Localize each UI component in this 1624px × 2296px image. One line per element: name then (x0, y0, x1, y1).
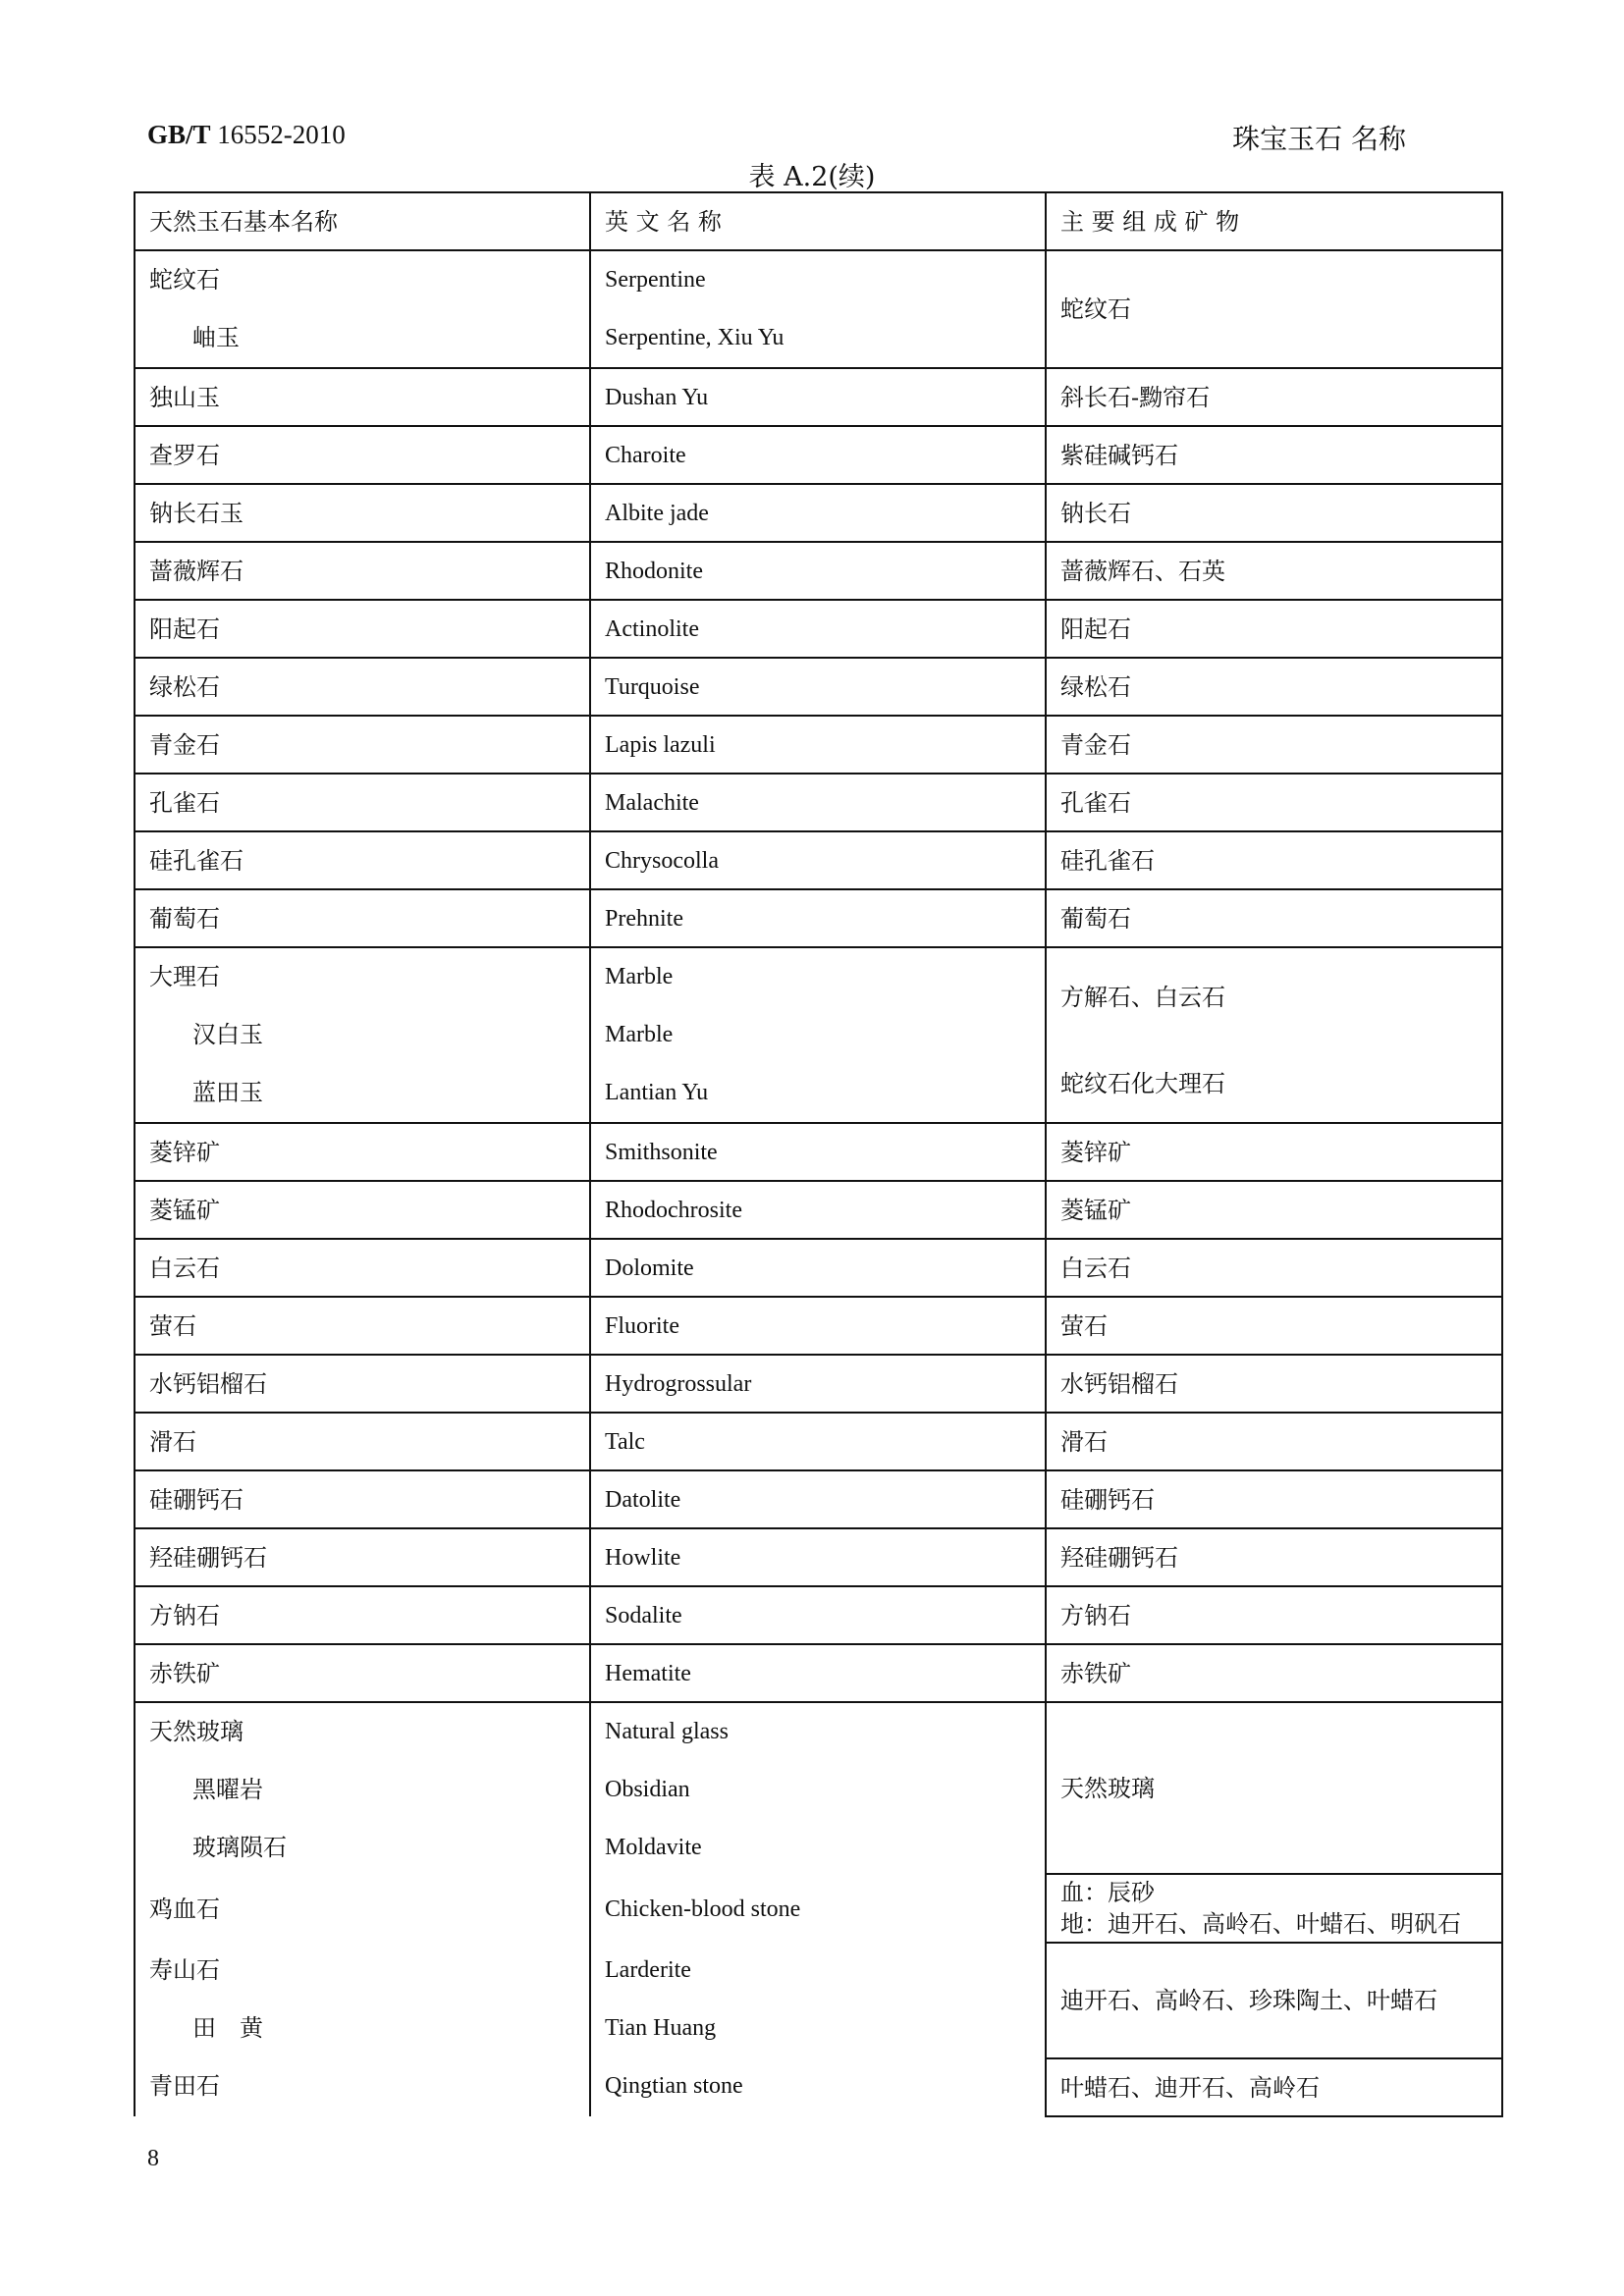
mineral-cell: 孔雀石 (1046, 774, 1502, 831)
english-name: Serpentine, Xiu Yu (605, 325, 785, 350)
jade-name: 菱锌矿 (135, 1123, 590, 1181)
jade-name: 萤石 (135, 1297, 590, 1355)
table-row (135, 774, 1502, 831)
mineral-line: 蛇纹石化大理石 (1060, 1070, 1225, 1097)
jade-name: 独山玉 (135, 368, 590, 426)
english-name: Marble (605, 1022, 674, 1047)
table-row (135, 831, 1502, 889)
english-name: Actinolite (590, 600, 1046, 658)
table-row (135, 1355, 1502, 1413)
mineral-cell: 紫硅碱钙石 (1046, 426, 1502, 484)
mineral-cell: 滑石 (1046, 1413, 1502, 1470)
table-header-row (135, 192, 1502, 250)
table-row (135, 1413, 1502, 1470)
mineral-cell: 叶蜡石、迪开石、高岭石 (1046, 2058, 1502, 2116)
jade-name: 阳起石 (135, 600, 590, 658)
jade-name: 水钙铝榴石 (135, 1355, 590, 1413)
mineral-line: 地：迪开石、高岭石、叶蜡石、明矾石 (1060, 1910, 1461, 1938)
english-name: Marble (605, 964, 674, 989)
english-name: Dolomite (590, 1239, 1046, 1297)
table-row (135, 1702, 1502, 1874)
english-name: Lapis lazuli (590, 716, 1046, 774)
english-name: Hematite (590, 1644, 1046, 1702)
mineral-cell: 水钙铝榴石 (1046, 1355, 1502, 1413)
mineral-cell: 萤石 (1046, 1297, 1502, 1355)
mineral-cell: 葡萄石 (1046, 889, 1502, 947)
jade-name: 滑石 (135, 1413, 590, 1470)
english-name: Chicken-blood stone (605, 1896, 801, 1922)
table-row (135, 658, 1502, 716)
mineral-cell: 菱锰矿 (1046, 1181, 1502, 1239)
table-row (135, 600, 1502, 658)
english-name: Obsidian (605, 1777, 690, 1802)
english-name: Datolite (590, 1470, 1046, 1528)
table-row (135, 542, 1502, 600)
mineral-cell: 菱锌矿 (1046, 1123, 1502, 1181)
table-row (135, 1297, 1502, 1355)
standard-code: GB/T 16552-2010 (147, 120, 346, 149)
english-name: Albite jade (590, 484, 1046, 542)
jade-name: 葡萄石 (135, 889, 590, 947)
jade-name: 孔雀石 (135, 774, 590, 831)
table-row (135, 426, 1502, 484)
english-name: Fluorite (590, 1297, 1046, 1355)
table-row (135, 484, 1502, 542)
jade-name: 硅孔雀石 (135, 831, 590, 889)
jade-name: 赤铁矿 (135, 1644, 590, 1702)
jade-name: 大理石 (149, 963, 220, 990)
english-name: Serpentine (605, 267, 706, 293)
table-row (135, 368, 1502, 426)
jade-name: 绿松石 (135, 658, 590, 716)
jade-name: 蛇纹石 (149, 266, 220, 294)
mineral-cell: 赤铁矿 (1046, 1644, 1502, 1702)
table-row (135, 947, 1502, 1123)
table-row (135, 1644, 1502, 1702)
mineral-cell: 钠长石 (1046, 484, 1502, 542)
header-cell: 英 文 名 称 (590, 192, 1046, 250)
mineral-cell: 硅硼钙石 (1046, 1470, 1502, 1528)
english-name: Turquoise (590, 658, 1046, 716)
table-row (135, 250, 1502, 368)
mineral-cell: 天然玻璃 (1046, 1702, 1502, 1874)
jade-name: 钠长石玉 (135, 484, 590, 542)
english-name: Natural glass (605, 1719, 729, 1744)
mineral-cell: 白云石 (1046, 1239, 1502, 1297)
english-name: Smithsonite (590, 1123, 1046, 1181)
mineral-cell: 青金石 (1046, 716, 1502, 774)
mineral-line: 血：辰砂 (1060, 1879, 1155, 1906)
mineral-line: 方解石、白云石 (1060, 984, 1225, 1011)
table-row (135, 1528, 1502, 1586)
english-name: Charoite (590, 426, 1046, 484)
table-row (135, 1181, 1502, 1239)
table-row (135, 1123, 1502, 1181)
jade-name: 蔷薇辉石 (135, 542, 590, 600)
jade-name: 硅硼钙石 (135, 1470, 590, 1528)
jade-subname: 蓝田玉 (192, 1079, 263, 1106)
english-name: Qingtian stone (605, 2073, 743, 2099)
mineral-cell: 硅孔雀石 (1046, 831, 1502, 889)
jade-name: 青金石 (135, 716, 590, 774)
jade-name: 菱锰矿 (135, 1181, 590, 1239)
jade-name: 寿山石 (149, 1956, 220, 1984)
jade-name: 天然玻璃 (149, 1718, 244, 1745)
table-row (135, 1239, 1502, 1297)
jade-name: 鸡血石 (149, 1896, 220, 1923)
table-caption: 表 A.2(续) (748, 162, 876, 192)
english-name: Chrysocolla (590, 831, 1046, 889)
header-cell: 主 要 组 成 矿 物 (1046, 192, 1502, 250)
english-name: Larderite (605, 1957, 691, 1983)
english-name: Howlite (590, 1528, 1046, 1586)
mineral-cell: 羟硅硼钙石 (1046, 1528, 1502, 1586)
jade-subname: 黑曜岩 (192, 1776, 263, 1803)
mineral-cell: 绿松石 (1046, 658, 1502, 716)
english-name: Malachite (590, 774, 1046, 831)
mineral-cell (1046, 1874, 1502, 1943)
jade-subname: 田 黄 (192, 2014, 263, 2042)
page-number: 8 (147, 2146, 159, 2171)
mineral-cell: 方钠石 (1046, 1586, 1502, 1644)
jade-name: 方钠石 (135, 1586, 590, 1644)
english-name: Moldavite (605, 1835, 702, 1860)
table-row (135, 889, 1502, 947)
document-title: 珠宝玉石 名称 (1232, 123, 1406, 155)
english-name: Sodalite (590, 1586, 1046, 1644)
mineral-cell: 蔷薇辉石、石英 (1046, 542, 1502, 600)
table-row (135, 716, 1502, 774)
mineral-cell: 蛇纹石 (1046, 250, 1502, 368)
english-name: Prehnite (590, 889, 1046, 947)
mineral-cell: 阳起石 (1046, 600, 1502, 658)
english-name: Dushan Yu (590, 368, 1046, 426)
table-row (135, 1586, 1502, 1644)
english-name: Lantian Yu (605, 1080, 709, 1105)
header-cell: 天然玉石基本名称 (135, 192, 590, 250)
jade-name: 白云石 (135, 1239, 590, 1297)
jade-subname: 汉白玉 (192, 1021, 263, 1048)
mineral-cell: 迪开石、高岭石、珍珠陶土、叶蜡石 (1046, 1943, 1502, 2058)
jade-subname: 玻璃陨石 (192, 1834, 287, 1861)
mineral-cell: 斜长石-黝帘石 (1046, 368, 1502, 426)
english-name: Talc (590, 1413, 1046, 1470)
jade-name: 青田石 (149, 2072, 220, 2100)
gem-names-table (134, 191, 1503, 2117)
english-name: Rhodochrosite (590, 1181, 1046, 1239)
english-name: Hydrogrossular (590, 1355, 1046, 1413)
table-row (135, 1470, 1502, 1528)
english-name: Rhodonite (590, 542, 1046, 600)
jade-name: 查罗石 (135, 426, 590, 484)
english-name: Tian Huang (605, 2015, 717, 2041)
jade-name: 羟硅硼钙石 (135, 1528, 590, 1586)
jade-subname: 岫玉 (192, 324, 240, 351)
